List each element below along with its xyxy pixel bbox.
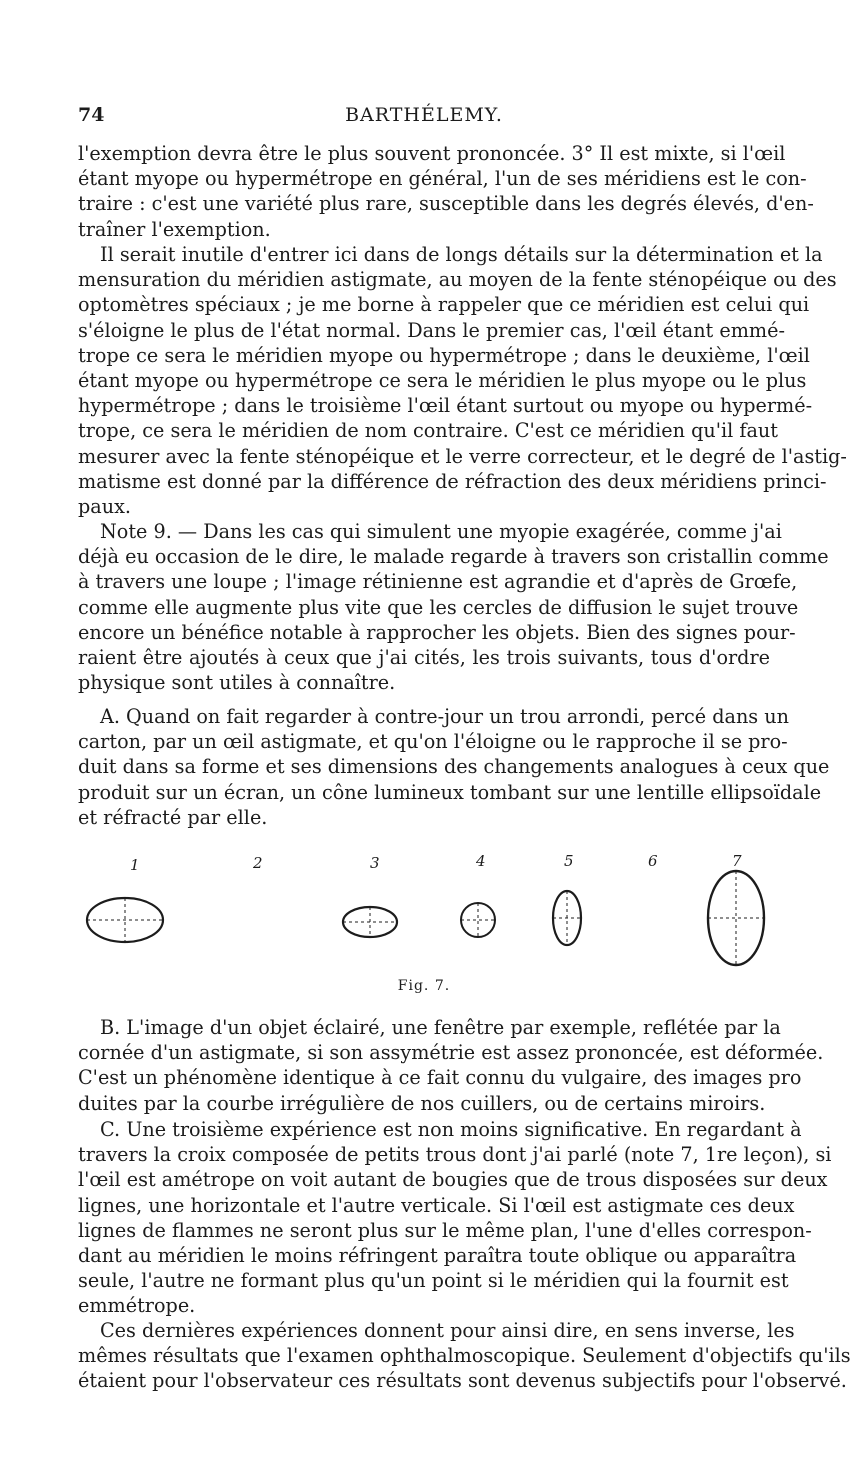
page-header [78,104,770,134]
text-line: mesurer avec la fente sténopéique et le verre correcteur, et le degré de l'astig- [78,444,847,468]
text-line: lignes de flammes ne seront plus sur le même plan, l'une d'elles correspon- [78,1218,812,1242]
text-line: seule, l'autre ne formant plus qu'un point si le méridien qui la fournit est [78,1269,789,1293]
text-line: mensuration du méridien astigmate, au moyen de la fente sténopéique ou des [78,268,837,292]
figure-label-3: 3 [370,854,380,872]
text-line: travers la croix composée de petits trous dont j'ai parlé (note 7, 1re leçon), si [78,1143,832,1167]
figure-7 [78,850,770,1000]
text-line: traîner l'exemption. [78,217,271,241]
text-line: B. L'image d'un objet éclairé, une fenêtre par exemple, reflétée par la [100,1016,781,1039]
text-line: trope, ce sera le méridien de nom contraire. C'est ce méridien qu'il faut [78,419,778,443]
text-line: Il serait inutile d'entrer ici dans de longs détails sur la détermination et la [100,243,823,266]
text-line: cornée d'un astigmate, si son assymétrie est assez prononcée, est déformée. [78,1041,824,1065]
figure-label-5: 5 [564,852,574,870]
text-line: l'œil est amétrope on voit autant de bougies que de trous disposées sur deux [78,1168,828,1192]
figure-label-2: 2 [253,854,263,872]
text-line: duit dans sa forme et ses dimensions des changements analogues à ceux que [78,755,830,779]
text-line: l'exemption devra être le plus souvent prononcée. 3° Il est mixte, si l'œil [78,142,786,165]
text-line: traire : c'est une variété plus rare, susceptible dans les degrés élevés, d'en- [78,192,814,216]
text-line: déjà eu occasion de le dire, le malade regarde à travers son cristallin comme [78,545,829,569]
figure-label-4: 4 [476,852,486,870]
text-line: raient être ajoutés à ceux que j'ai cités, les trois suivants, tous d'ordre [78,646,770,669]
text-line: étant myope ou hypermétrope ce sera le méridien le plus myope ou le plus [78,369,807,392]
ellipse-diagram [78,850,770,975]
text-line: C. Une troisième expérience est non moins significative. En regardant à [100,1118,802,1141]
text-line: encore un bénéfice notable à rapprocher les objets. Bien des signes pour- [78,620,796,644]
page-number: 74 [78,104,105,126]
circle-4 [461,903,495,937]
text-line: étant myope ou hypermétrope en général, l'un de ses méridiens est le con- [78,167,807,191]
text-line: Note 9. — Dans les cas qui simulent une myopie exagérée, comme j'ai [100,520,782,543]
text-line: A. Quand on fait regarder à contre-jour un trou arrondi, percé dans un [100,705,789,728]
text-line: emmétrope. [78,1294,196,1318]
figure-label-7: 7 [732,852,742,870]
text-line: et réfracté par elle. [78,805,268,829]
figure-caption: Fig. 7. [397,978,451,994]
text-line: comme elle augmente plus vite que les cercles de diffusion le sujet trouve [78,595,799,619]
text-line: optomètres spéciaux ; je me borne à rappeler que ce méridien est celui qui [78,293,810,317]
text-line: étaient pour l'observateur ces résultats sont devenus subjectifs pour l'observé. [78,1369,847,1393]
running-title: BARTHÉLEMY. [345,104,503,126]
text-line: matisme est donné par la différence de réfraction des deux méridiens princi- [78,469,827,493]
text-line: physique sont utiles à connaître. [78,671,396,695]
figure-label-1: 1 [130,856,140,874]
text-line: Ces dernières expériences donnent pour ainsi dire, en sens inverse, les [100,1319,795,1342]
text-line: s'éloigne le plus de l'état normal. Dans le premier cas, l'œil étant emmé- [78,318,785,342]
text-line: lignes, une horizontale et l'autre verticale. Si l'œil est astigmate ces deux [78,1193,795,1217]
text-line: duites par la courbe irrégulière de nos cuillers, ou de certains miroirs. [78,1091,766,1115]
text-line: à travers une loupe ; l'image rétinienne est agrandie et d'après de Grœfe, [78,570,798,594]
text-line: hypermétrope ; dans le troisième l'œil étant surtout ou myope ou hypermé- [78,394,813,418]
text-line: carton, par un œil astigmate, et qu'on l'éloigne ou le rapproche il se pro- [78,730,788,754]
text-line: C'est un phénomène identique à ce fait connu du vulgaire, des images pro [78,1066,802,1090]
text-line: trope ce sera le méridien myope ou hypermétrope ; dans le deuxième, l'œil [78,343,810,367]
text-line: mêmes résultats que l'examen ophthalmoscopique. Seulement d'objectifs qu'ils [78,1344,851,1368]
text-line: paux. [78,495,131,518]
text-line: dant au méridien le moins réfringent paraîtra toute oblique ou apparaîtra [78,1244,797,1267]
text-line: produit sur un écran, un cône lumineux tombant sur une lentille ellipsoïdale [78,780,822,804]
figure-label-6: 6 [648,852,658,870]
